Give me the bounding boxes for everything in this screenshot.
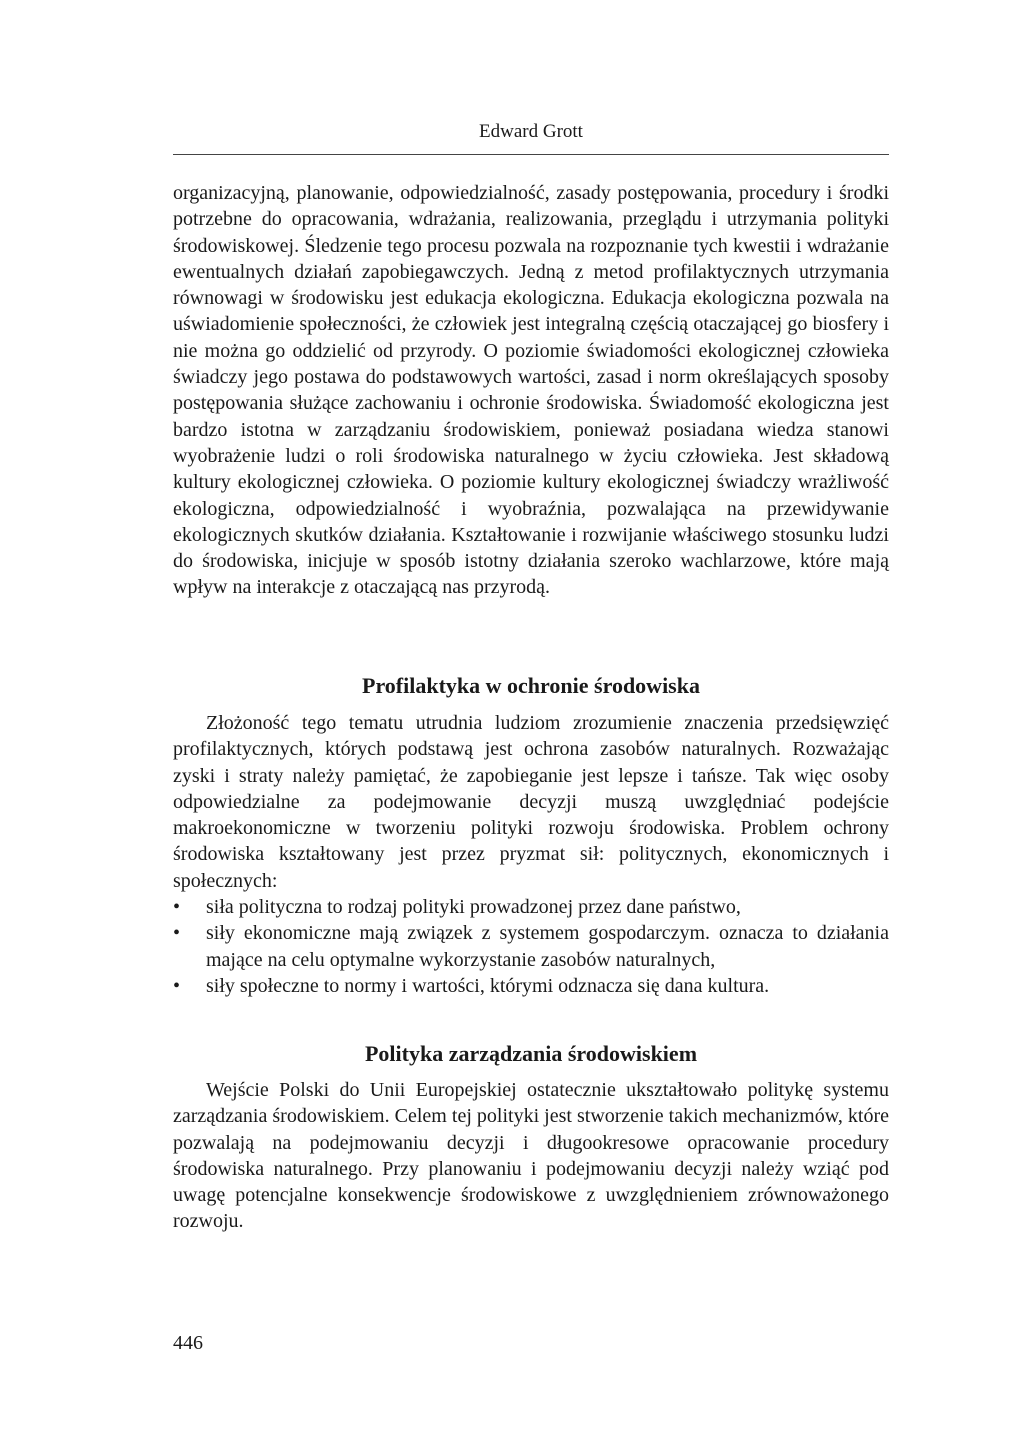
section-profilaktyka	[173, 710, 889, 999]
header-rule	[173, 154, 889, 155]
bullet-icon: •	[173, 922, 181, 945]
page-number: 446	[173, 1332, 203, 1354]
bullet-item-economic	[173, 920, 889, 973]
bullet-item-political	[173, 894, 889, 920]
bullet-text: siły społeczne to normy i wartości, którymi odznacza się dana kultura.	[206, 974, 770, 997]
bullet-text: siła polityczna to rodzaj polityki prowadzonej przez dane państwo,	[206, 896, 741, 919]
section-heading-profilaktyka: Profilaktyka w ochronie środowiska	[362, 673, 700, 698]
section-heading-polityka: Polityka zarządzania środowiskiem	[364, 1041, 698, 1066]
body-paragraph-continued: organizacyjną, planowanie, odpowiedzialność, zasady postępowania, procedury i środki potrzebne do opracowania, wdrażania, realizowania, przeglądu i utrzymania polityki środowiskowej. Śledzenie tego procesu pozwala na rozpoznanie tych kwestii i wdrażanie ewentualnych działań zapobiegawczych. Jedną z metod profilaktycznych utrzymania równowagi w środowisku jest edukacja ekologiczna. Edukacja ekologiczna pozwala na uświadomienie społeczności, że człowiek jest integralną częścią otaczającej go biosfery i nie można go oddzielić od przyrody. O poziomie świadomości ekologicznej człowieka świadczy jego postawa do podstawowych wartości, zasad i norm określających sposoby postępowania służące zachowaniu i ochronie środowiska. Świadomość ekologiczna jest bardzo istotna w zarządzaniu środowiskiem, ponieważ posiadana wiedza stanowi wyobrażenie ludzi o roli środowiska naturalnego w życiu człowieka. Jest składową kultury ekologicznej człowieka. O poziomie kultury ekologicznej świadczy wrażliwość ekologiczna, odpowiedzialność i wyobraźnia, pozwalająca na przewidywanie ekologicznych skutków działania. Kształtowanie i rozwijanie właściwego stosunku ludzi do środowiska, inicjuje w sposób istotny działania szeroko wachlarzowe, które mają wpływ na interakcje z otaczającą nas przyrodą.	[173, 182, 889, 599]
section-paragraph-polityka: Wejście Polski do Unii Europejskiej ostatecznie ukształtowało politykę systemu zarządzania środowiskiem. Celem tej polityki jest stworzenie takich mechanizmów, które pozwalają na podejmowaniu decyzji i długookresowe opracowanie procedury środowiska naturalnego. Przy planowaniu i podejmowaniu decyzji należy wziąć pod uwagę potencjalne konsekwencje środowiskowe z uwzględnieniem zrównoważonego rozwoju.	[173, 1079, 889, 1233]
forces-bullet-list	[173, 894, 889, 999]
section-polityka	[173, 1077, 889, 1235]
section-paragraph-profilaktyka: Złożoność tego tematu utrudnia ludziom zrozumienie znaczenia przedsięwzięć profilaktycznych, których podstawą jest ochrona zasobów naturalnych. Rozważając zyski i straty należy pamiętać, że zapobieganie jest lepsze i tańsze. Tak więc osoby odpowiedzialne za podejmowanie decyzji muszą uwzględniać podejście makroekonomiczne w tworzeniu polityki rozwoju środowiska. Problem ochrony środowiska kształtowany jest przez pryzmat sił: politycznych, ekonomicznych i społecznych:	[173, 712, 889, 892]
bullet-icon: •	[173, 896, 181, 919]
bullet-item-social	[173, 973, 889, 999]
bullet-text: siły ekonomiczne mają związek z systemem gospodarczym. oznacza to działania mające na celu optymalne wykorzystanie zasobów naturalnych,	[206, 922, 889, 971]
bullet-icon: •	[173, 974, 181, 997]
running-header-author: Edward Grott	[479, 121, 583, 142]
